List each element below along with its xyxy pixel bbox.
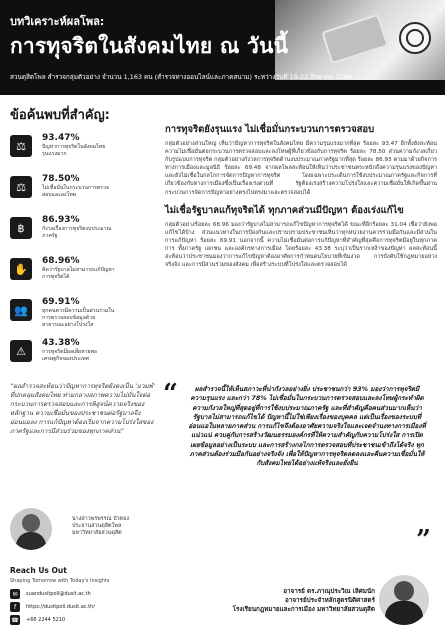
expert-quote	[163, 379, 437, 555]
finding-desc: การทุจริตมีผลเสียหายต่อเศรษฐกิจของประเทศ	[42, 349, 97, 362]
scale-icon: ⚖	[10, 176, 32, 198]
finding-item	[10, 297, 160, 331]
warning-icon: ⚠	[10, 340, 32, 362]
finding-percent: 68.96%	[42, 256, 80, 266]
contact-phone[interactable]	[10, 615, 160, 625]
author-role: อาจารย์ประจำหลักสูตรนิติศาสตร์	[285, 597, 375, 604]
header-banner	[0, 0, 445, 95]
finding-desc: ไม่เชื่อมั่นในกระบวนการตรวจสอบและลงโทษ	[42, 185, 109, 198]
author-role: ประธานสวนดุสิตโพล	[72, 523, 122, 530]
section-body: กลุ่มตัวอย่างร้อยละ 68.96 มองว่ารัฐบาลไม่สามารถแก้ไขปัญหาการทุจริตได้ ขณะที่อีกร้อยละ 31.04 เชื่อว่ายังพอแก้ไขได้บ้าง ส่วนแนวทางในการป้องกันและปราบปรามประชาชนเห็นว่าทุกหน่วยงานควรร่วมมือกันและมีส่วนในการแก้ปัญหา ร้อยละ 69.91 นอกจากนี้ ความไม่เชื่อมั่นต่อการแก้ปัญหาที่สำคัญที่สุดคือการทุจริตมีอยู่ในทุกภาคการ ทั้งภาครัฐ เอกชน และองค์กรทางการเมือง โดยร้อยละ 43.38 ระบุว่าเป็นรากเหง้าของปัญหา ผลสะท้อนนี้สะท้อนว่าประชาชนมองว่าการแก้ไขปัญหาต้องอาศัยการกำหนดนโยบายที่เข้มงวด การบังคับใช้กฎหมายอย่างจริงจัง และการมีส่วนร่วมของสังคม เพื่อสร้างระบบที่โปร่งใสและตรวจสอบได้	[165, 221, 437, 269]
page-title: การทุจริตในสังคมไทย ณ วันนี้	[10, 34, 289, 58]
suan-dusit-logo-icon	[399, 22, 431, 54]
finding-item	[10, 338, 160, 372]
reach-tagline: Shaping Tomorrow with Today's Insights	[10, 578, 110, 584]
author-name: นางสาวพรพรรณ บัวทอง	[72, 516, 130, 522]
facebook-icon: f	[10, 602, 20, 612]
contact-phone-text[interactable]: +66 2244 5210	[26, 617, 66, 623]
email-icon: ✉	[10, 589, 20, 599]
finding-item	[10, 215, 160, 249]
section-heading: การทุจริตยังรุนแรง ไม่เชื่อมั่นกระบวนการตรวจสอบ	[165, 124, 375, 135]
contact-panel	[10, 566, 160, 628]
finding-percent: 43.38%	[42, 338, 80, 348]
close-quote-icon: ”	[416, 525, 431, 555]
finding-percent: 78.50%	[42, 174, 80, 184]
finding-percent: 93.47%	[42, 133, 80, 143]
president-quote: “ผลสำรวจสะท้อนว่าปัญหาการทุจริตยังคงเป็น ‘แวมพ์’ ที่ปกคลุมสังคมไทย ท่ามกลางสภาพความไม่มั่นใจต่อกระบวนการตรวจสอบและการพิสูจน์ความจริงของหลักฐาน ความเชื่อมั่นของประชาชนต่อรัฐบาลจึงอ่อนแอลง การแก้ปัญหาต้องเริ่มจากความโปร่งใสของภาครัฐและการมีส่วนร่วมของทุกภาคส่วน”	[10, 383, 155, 435]
people-icon: 👥	[10, 299, 32, 321]
author-name: อาจารย์ ดร.ภาณุประวิณ เลิศมนัก	[283, 588, 375, 595]
finding-desc: กังวลเรื่องการทุจริตงบประมาณภาครัฐ	[42, 226, 112, 239]
finding-desc: ทุกคนควรมีความเป็นส่วนร่วมในการตรวจสอบข้อมูลด้วยสาธารณะอย่างโปร่งใส	[42, 308, 115, 328]
finding-desc: ปัญหาการทุจริตในสังคมไทยรุนแรงมาก	[42, 144, 106, 157]
finding-desc: คิดว่ารัฐบาลไม่สามารถแก้ปัญหาการทุจริตได้	[42, 267, 115, 280]
president-byline	[10, 508, 158, 550]
section-body: กลุ่มตัวอย่างส่วนใหญ่ เห็นว่าปัญหาการทุจริตในสังคมไทย มีความรุนแรงมากที่สุด ร้อยละ 93.47 อีกทั้งยังสะท้อนความไม่เชื่อมั่นต่อกระบวนการตรวจสอบและลงโทษผู้ที่เกี่ยวข้องกับการทุจริต ร้อยละ 78.50 ส่วนความกังวลเกี่ยวกับรูปแบบการทุจริต กลุ่มตัวอย่างกังวลการทุจริตด้านงบประมาณภาครัฐมากที่สุด ร้อยละ 86.93 ตามมาด้วยกิจการทางการเมืองและมูลนิธิ ร้อยละ 69.48 จากผลโพลสะท้อนให้เห็นว่าประชาชนตระหนักถึงความรุนแรงของปัญหาและยังไม่เชื่อในกลไกการจัดการปัญหาการทุจริต โดยเฉพาะประเด็นการใช้งบประมาณภาครัฐและกิจการที่เกี่ยวข้องกับทางการเมืองซึ่งเป็นเรื่องเร่งด่วนที่ รัฐต้องเร่งสร้างความโปร่งใสและความเชื่อมั่นให้เกิดขึ้นผ่านกระบวนการจัดการปัญหาอย่างตรงไปตรงมาและตรวจสอบได้	[165, 141, 437, 196]
phone-icon: ☎	[11, 616, 19, 624]
analysis-panel	[165, 124, 437, 269]
avatar	[379, 575, 429, 625]
header-kicker: บทวิเคราะห์ผลโพล:	[10, 15, 105, 28]
finding-item	[10, 133, 160, 167]
section-heading: ไม่เชื่อรัฐบาลแก้ทุจริตได้ ทุกภาคส่วนมีปัญหา ต้องเร่งแก้ไข	[165, 204, 404, 216]
finding-percent: 86.93%	[42, 215, 80, 225]
survey-meta: สวนดุสิตโพล สำรวจกลุ่มตัวอย่าง จำนวน 1,163 คน (สำรวจทางออนไลน์และภาคสนาม) ระหว่างวันที่ 19-22 สิงหาคม 2568	[10, 73, 352, 81]
author-org: โรงเรียนกฎหมายและการเมือง มหาวิทยาลัยสวนดุสิต	[232, 606, 375, 613]
findings-title: ข้อค้นพบที่สำคัญ:	[10, 108, 110, 123]
contact-website-text[interactable]: https://dusitpoll.dusit.ac.th/	[26, 604, 95, 610]
contact-email[interactable]	[10, 589, 160, 599]
contact-website[interactable]	[10, 602, 160, 612]
finding-percent: 69.91%	[42, 297, 80, 307]
author-org: มหาวิทยาลัยสวนดุสิต	[72, 530, 122, 537]
open-quote-icon: “	[163, 379, 178, 409]
finding-item	[10, 256, 160, 290]
reach-title: Reach Us Out	[10, 566, 67, 575]
finding-item	[10, 174, 160, 208]
contact-email-text[interactable]: suandusitpoll@dusit.ac.th	[26, 591, 91, 597]
money-icon: ฿	[10, 217, 32, 239]
findings-panel	[10, 104, 160, 379]
avatar	[10, 508, 52, 550]
hand-icon: ✋	[10, 258, 32, 280]
expert-quote-text: ผลสำรวจนี้ให้เห็นสภาวะที่น่ากังวลอย่างยิ่ง ประชาชนกว่า 93% มองว่าการทุจริตมีความรุนแรง และกว่า 78% ไม่เชื่อมั่นในกระบวนการตรวจสอบและลงโทษผู้กระทำผิด ความกังวลใหญ่ที่สุดอยู่ที่การใช้งบประมาณภาครัฐ และที่สำคัญคือคนส่วนมากเห็นว่ารัฐบาลไม่สามารถแก้ไขได้ ปัญหานี้ไม่ใช่เพียงเรื่องของบุคคล แต่เป็นเรื่องของระบบที่อ่อนแอในหลายภาคส่วน การแก้ไขจึงต้องอาศัยความจริงใจและเจตจำนงทางการเมืองที่แน่วแน่ ควบคู่กับการสร้างวัฒนธรรมองค์กรที่ให้ความสำคัญกับความโปร่งใส การเปิดเผยข้อมูลอย่างเป็นระบบ และการสร้างกลไกการตรวจสอบที่ประชาชนเข้าถึงได้จริง ทุกภาคส่วนต้องร่วมมือกันอย่างจริงจัง เพื่อให้ปัญหาการทุจริตลดลงและคืนความเชื่อมั่นให้กับสังคมไทยได้อย่างแท้จริงและยั่งยืน	[188, 385, 426, 468]
scale-icon: ⚖	[10, 135, 32, 157]
expert-byline	[165, 575, 437, 625]
